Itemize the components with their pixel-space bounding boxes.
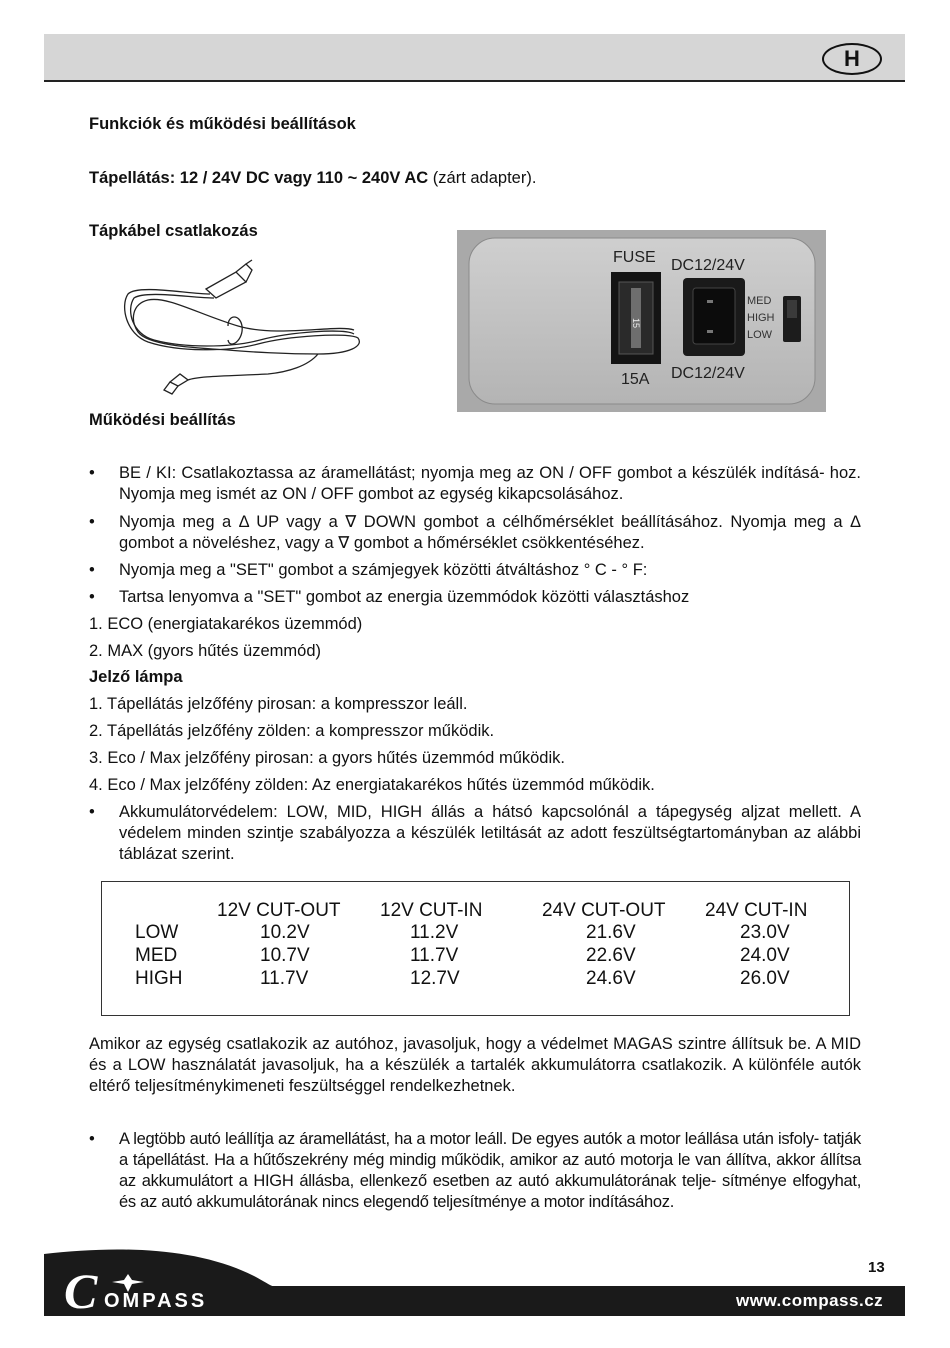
table-cell: 24.0V [740,945,790,966]
power-note: (zárt adapter). [432,169,537,187]
indicator-item: 2. Tápellátás jelzőfény zölden: a kompresszor működik. [89,722,495,740]
power-cable-illustration [118,254,368,404]
bullet-dot: • [89,513,95,531]
bullet-dot: • [89,561,95,579]
mode-item: 1. ECO (energiatakarékos üzemmód) [89,615,363,633]
table-cell: 22.6V [586,945,636,966]
language-badge: H [822,43,882,75]
table-cell: 10.2V [260,922,310,943]
indicator-heading: Jelző lámpa [89,668,183,686]
bullet-text: Tartsa lenyomva a "SET" gombot az energia üzemmódok közötti választáshoz [119,588,690,606]
table-cell: 21.6V [586,922,636,943]
power-label: Tápellátás: 12 / 24V DC vagy 110 ~ 240V AC [89,169,429,187]
table-row-label: HIGH [135,968,183,989]
bullet-item [89,560,861,581]
table-cell: 24.6V [586,968,636,989]
switch-label-low: LOW [747,329,773,341]
indicator-item: 1. Tápellátás jelzőfény pirosan: a kompresszor leáll. [89,695,468,713]
voltage-table [101,881,850,1016]
table-header: 12V CUT-OUT [217,900,341,921]
power-line [89,168,536,189]
table-header: 12V CUT-IN [380,900,483,921]
table-cell: 11.2V [410,922,459,943]
logo-c: C [64,1263,98,1316]
table-row-label: MED [135,945,178,966]
table-cell: 10.7V [260,945,310,966]
table-row-label: LOW [135,922,179,943]
table-header: 24V CUT-IN [705,900,808,921]
header-bar [44,34,905,82]
dc-bottom-label: DC12/24V [671,365,745,382]
page-number: 13 [868,1259,885,1276]
switch-label-med: MED [747,295,772,307]
bullet-item [89,1129,861,1213]
bullet-dot: • [89,588,95,606]
battery-bullet [89,802,861,865]
bullet-item [89,587,861,608]
logo-text: OMPASS [104,1290,208,1312]
bullet-dot: • [89,803,95,821]
fuse-mark: 15 [631,318,641,329]
bullet-text: Nyomja meg a Δ UP vagy a ∇ DOWN gombot a célhőmérséklet beállításához. Nyomja meg a Δ gombot a növeléshez, vagy a ∇ gombot a hőmérséklet csökkentéséhez. [119,513,861,552]
table-cell: 12.7V [410,968,460,989]
cable-heading: Tápkábel csatlakozás [89,222,258,240]
power-panel-photo [457,230,826,412]
operation-heading: Működési beállítás [89,411,236,429]
bullet-item [89,512,861,554]
mode-item: 2. MAX (gyors hűtés üzemmód) [89,642,321,660]
bullet-text: Nyomja meg a "SET" gombot a számjegyek közötti átváltáshoz ° C - ° F: [119,561,648,579]
indicator-item: 4. Eco / Max jelzőfény zölden: Az energiatakarékos hűtés üzemmód működik. [89,776,655,794]
switch-label-high: HIGH [747,312,775,324]
website-url: www.compass.cz [736,1291,884,1310]
page-title: Funkciók és működési beállítások [89,115,356,133]
table-header: 24V CUT-OUT [542,900,666,921]
bullet-dot: • [89,1130,95,1148]
dc-top-label: DC12/24V [671,257,745,274]
table-cell: 11.7V [260,968,309,989]
bullet-dot: • [89,464,95,482]
indicator-item: 3. Eco / Max jelzőfény pirosan: a gyors hűtés üzemmód működik. [89,749,565,767]
table-cell: 26.0V [740,968,790,989]
table-cell: 23.0V [740,922,790,943]
fuse-label: FUSE [613,249,656,266]
fuse-rating-label: 15A [621,371,650,388]
compass-logo [44,1246,284,1316]
bullet-item [89,463,861,505]
table-cell: 11.7V [410,945,459,966]
bullet-text: BE / KI: Csatlakoztassa az áramellátást; nyomja meg az ON / OFF gombot a készülék indításá- hoz. Nyomja meg ismét az ON / OFF gombot az egység kikapcsolásához. [119,464,861,503]
bullet-text: A legtöbb autó leállítja az áramellátást, ha a motor leáll. De egyes autók a motor leállása után isfoly- tatják a tápellátást. Ha a hűtőszekrény még mindig működik, amikor az autó motorja le van állítva, akkor állítsa az akkumulátort a HIGH állásba, ellenkező esetben az autó akkumulátorának telje- sítménye elfogyhat, és az autó akkumulátorának nincs elegendő teljesítménye a motor indításához. [119,1130,861,1211]
battery-bullet-text: Akkumulátorvédelem: LOW, MID, HIGH állás a hátsó kapcsolónál a tápegység aljzat mellett. A védelem minden szintje szabályozza a készülék letiltását az adott feszültségtartományban az alábbi táblázat szerint. [119,803,861,863]
recommendation-paragraph: Amikor az egység csatlakozik az autóhoz, javasoljuk, hogy a védelmet MAGAS szintre állítsuk be. A MID és a LOW használatát javasoljuk, ha a készülék a tartalék akkumulátorra csatlakozik. A különféle autók eltérő teljesítménykimeneti feszültséggel rendelkezhetnek. [89,1035,861,1095]
